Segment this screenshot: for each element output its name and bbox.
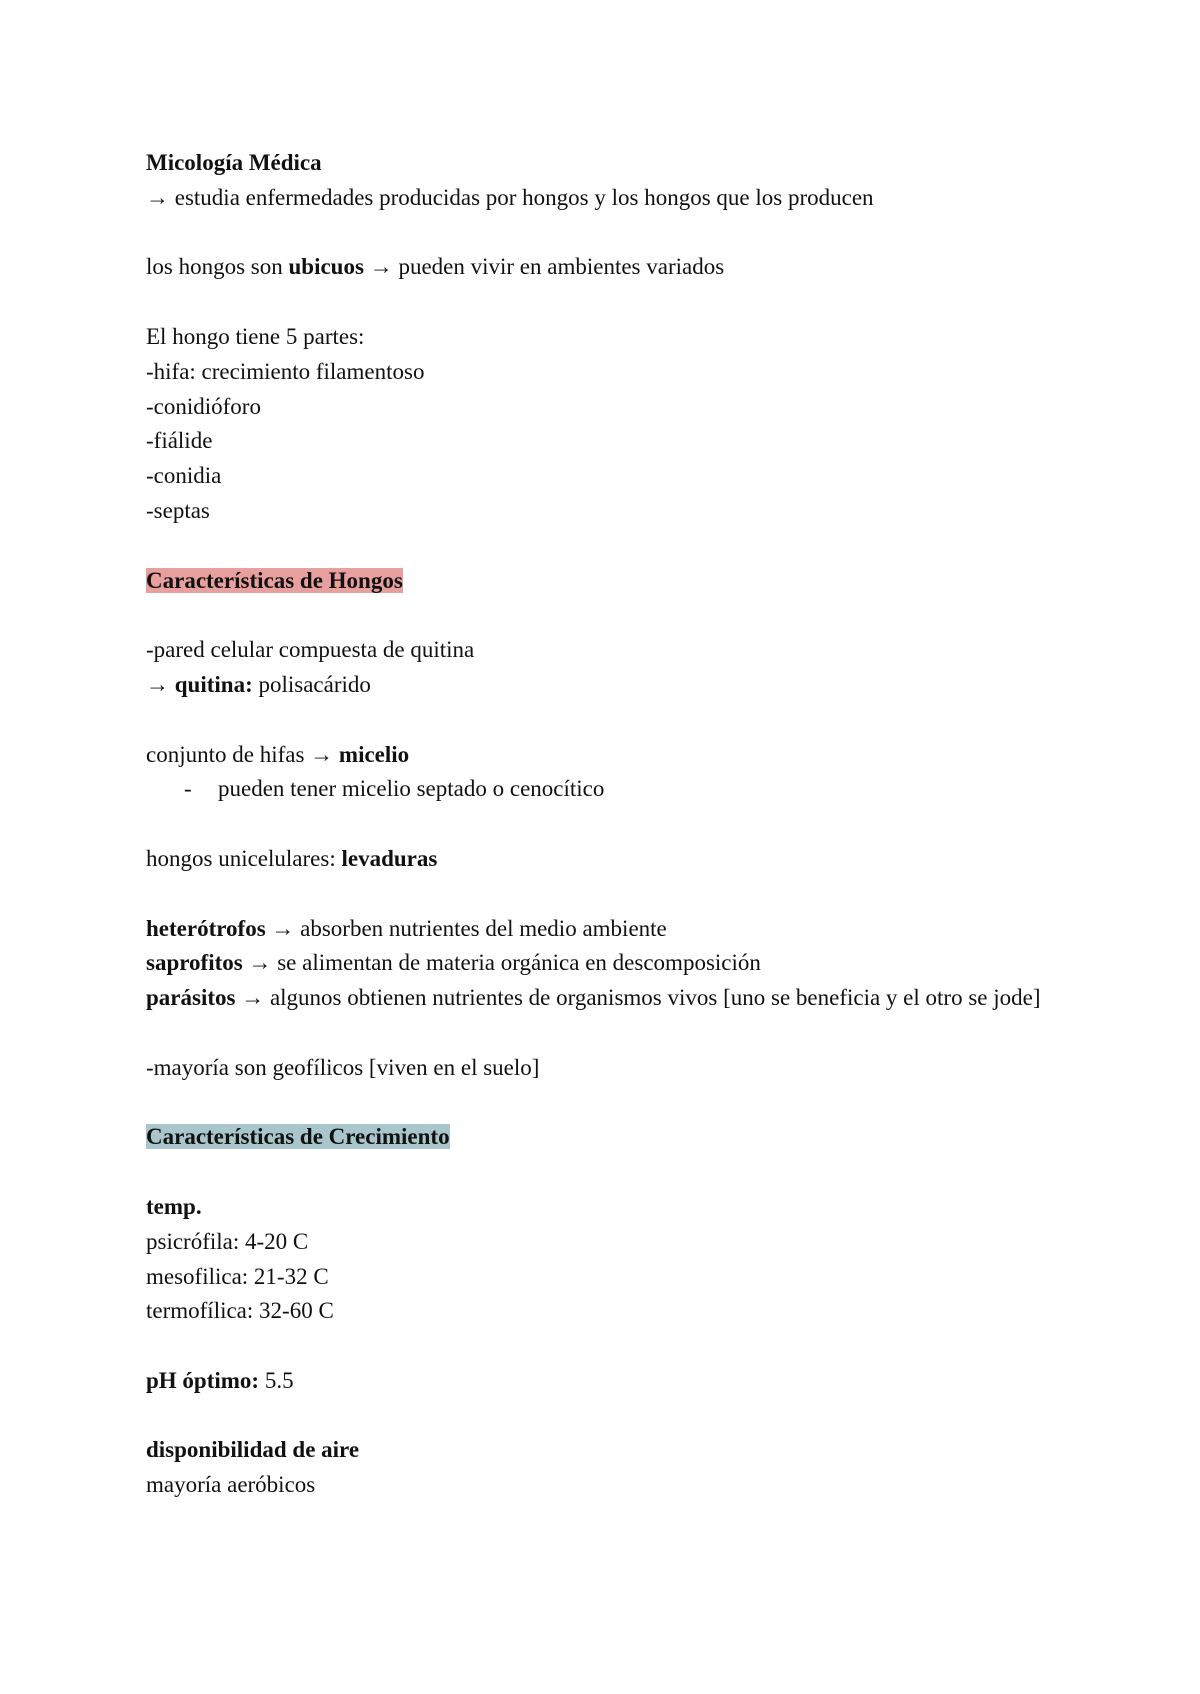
intro-line: → estudia enfermedades producidas por hongos y los hongos que los producen bbox=[146, 184, 874, 210]
section-heading-hongos: Características de Hongos bbox=[146, 567, 403, 593]
levaduras-line: hongos unicelulares: levaduras bbox=[146, 845, 438, 871]
ubicuos-line: los hongos son ubicuos → pueden vivir en ambientes variados bbox=[146, 254, 725, 280]
parasitos-line: parásitos → algunos obtienen nutrientes de organismos vivos [uno se beneficia y el otro se jode] bbox=[146, 985, 1041, 1011]
spacer bbox=[146, 285, 1046, 320]
aire-text: mayoría aeróbicos bbox=[146, 1472, 316, 1498]
micelio-bullet: - pueden tener micelio septado o cenocítico bbox=[184, 776, 605, 802]
parte-item: -conidióforo bbox=[146, 393, 261, 419]
spacer bbox=[146, 1086, 1046, 1121]
spacer bbox=[146, 1399, 1046, 1434]
spacer bbox=[146, 703, 1046, 738]
document-body bbox=[146, 146, 1046, 1503]
spacer bbox=[146, 1155, 1046, 1190]
spacer bbox=[146, 1329, 1046, 1364]
parte-item: -conidia bbox=[146, 463, 222, 489]
spacer bbox=[146, 598, 1046, 633]
quitina-line: → quitina: polisacárido bbox=[146, 671, 371, 697]
section-heading-crecimiento: Características de Crecimiento bbox=[146, 1124, 450, 1150]
temp-item: psicrófila: 4-20 C bbox=[146, 1228, 309, 1254]
ph-line: pH óptimo: 5.5 bbox=[146, 1367, 294, 1393]
spacer bbox=[146, 877, 1046, 912]
document-title: Micología Médica bbox=[146, 150, 322, 175]
temp-item: termofílica: 32-60 C bbox=[146, 1298, 334, 1324]
partes-title: El hongo tiene 5 partes: bbox=[146, 323, 365, 349]
saprofitos-line: saprofitos → se alimentan de materia orgánica en descomposición bbox=[146, 950, 761, 976]
micelio-line: conjunto de hifas → micelio bbox=[146, 741, 410, 767]
parte-item: -septas bbox=[146, 497, 210, 523]
geofilicos-line: -mayoría son geofílicos [viven en el suelo] bbox=[146, 1054, 540, 1080]
parte-item: -hifa: crecimiento filamentoso bbox=[146, 358, 425, 384]
aire-label: disponibilidad de aire bbox=[146, 1437, 360, 1463]
pared-line: -pared celular compuesta de quitina bbox=[146, 637, 475, 663]
spacer bbox=[146, 216, 1046, 251]
spacer bbox=[146, 529, 1046, 564]
spacer bbox=[146, 1016, 1046, 1051]
parte-item: -fiálide bbox=[146, 428, 213, 454]
heterotrofos-line: heterótrofos → absorben nutrientes del medio ambiente bbox=[146, 915, 667, 941]
temp-item: mesofilica: 21-32 C bbox=[146, 1263, 329, 1289]
temp-label: temp. bbox=[146, 1193, 202, 1219]
spacer bbox=[146, 807, 1046, 842]
